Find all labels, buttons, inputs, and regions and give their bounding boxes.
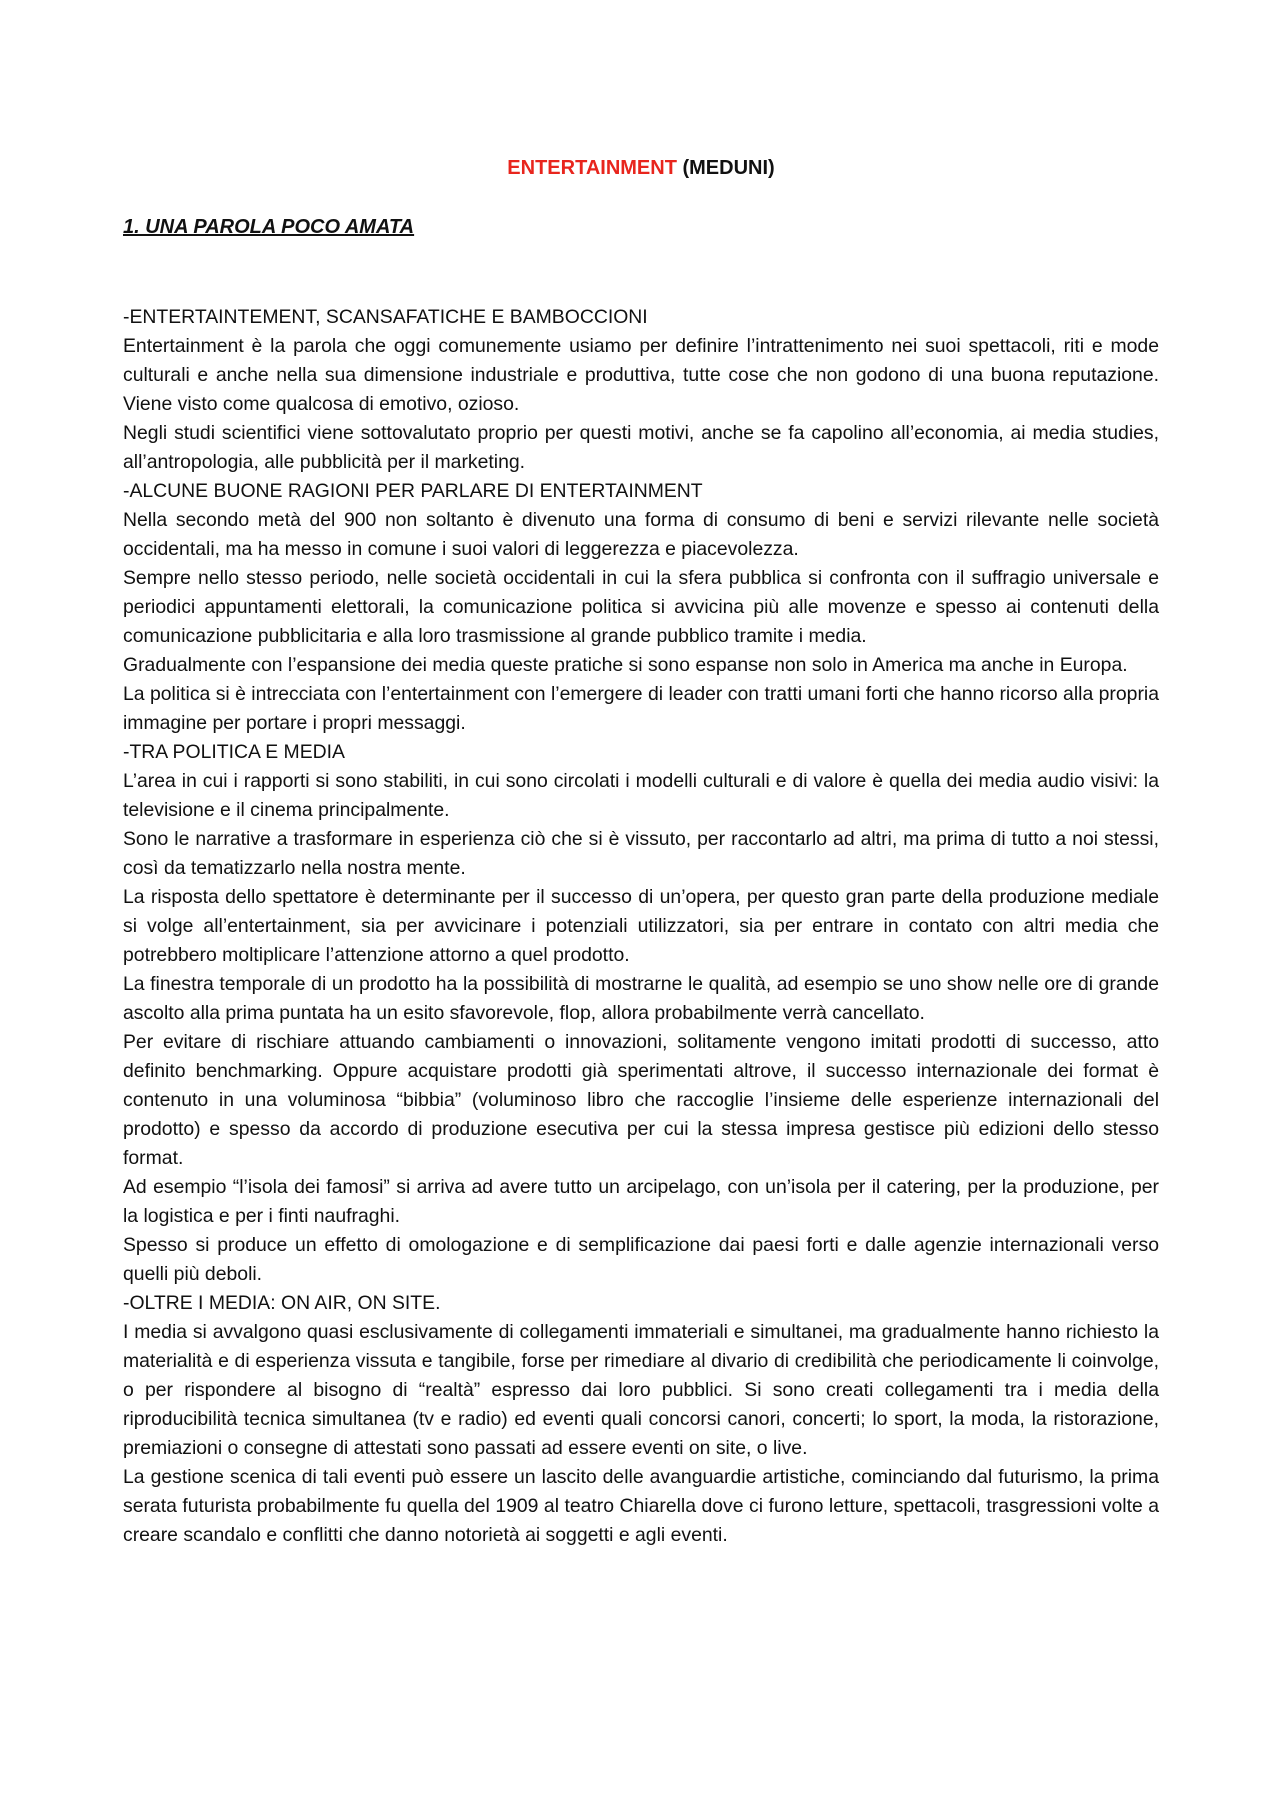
paragraph: L’area in cui i rapporti si sono stabiliti, in cui sono circolati i modelli culturali e di valore è quella dei media audio visivi: la televisione e il cinema principalmente. bbox=[123, 770, 1159, 821]
document-title bbox=[123, 155, 1159, 181]
title-highlight: ENTERTAINMENT bbox=[507, 157, 677, 179]
subheading-buone-ragioni: -ALCUNE BUONE RAGIONI PER PARLARE DI ENTERTAINMENT bbox=[123, 480, 703, 502]
paragraph: La risposta dello spettatore è determinante per il successo di un’opera, per questo gran parte della produzione mediale si volge all’entertainment, sia per avvicinare i potenziali utilizzatori, sia per entrare in contato con altri media che potrebbero moltiplicare l’attenzione attorno a quel prodotto. bbox=[123, 886, 1159, 966]
paragraph: Entertainment è la parola che oggi comunemente usiamo per definire l’intrattenimento nei suoi spettacoli, riti e mode culturali e anche nella sua dimensione industriale e produttiva, tutte cose che non godono di una buona reputazione. Viene visto come qualcosa di emotivo, ozioso. bbox=[123, 335, 1159, 415]
paragraph: Nella secondo metà del 900 non soltanto è divenuto una forma di consumo di beni e servizi rilevante nelle società occidentali, ma ha messo in comune i suoi valori di leggerezza e piacevolezza. bbox=[123, 509, 1159, 560]
paragraph: La gestione scenica di tali eventi può essere un lascito delle avanguardie artistiche, cominciando dal futurismo, la prima serata futurista probabilmente fu quella del 1909 al teatro Chiarella dove ci furono letture, spettacoli, trasgressioni volte a creare scandalo e conflitti che danno notorietà ai soggetti e agli eventi. bbox=[123, 1466, 1159, 1546]
section-heading: 1. UNA PAROLA POCO AMATA bbox=[123, 216, 415, 238]
paragraph: Spesso si produce un effetto di omologazione e di semplificazione dai paesi forti e dalle agenzie internazionali verso quelli più deboli. bbox=[123, 1234, 1159, 1285]
subheading-entertainment-scansafatiche: -ENTERTAINTEMENT, SCANSAFATICHE E BAMBOCCIONI bbox=[123, 306, 648, 328]
paragraph: Sempre nello stesso periodo, nelle società occidentali in cui la sfera pubblica si confronta con il suffragio universale e periodici appuntamenti elettorali, la comunicazione politica si avvicina più alle movenze e spesso ai contenuti della comunicazione pubblicitaria e alla loro trasmissione al grande pubblico tramite i media. bbox=[123, 567, 1159, 647]
paragraph: La finestra temporale di un prodotto ha la possibilità di mostrarne le qualità, ad esempio se uno show nelle ore di grande ascolto alla prima puntata ha un esito sfavorevole, flop, allora probabilmente verrà cancellato. bbox=[123, 973, 1159, 1024]
paragraph: Negli studi scientifici viene sottovalutato proprio per questi motivi, anche se fa capolino all’economia, ai media studies, all’antropologia, alle pubblicità per il marketing. bbox=[123, 422, 1159, 473]
subheading-oltre-media: -OLTRE I MEDIA: ON AIR, ON SITE. bbox=[123, 1292, 441, 1314]
title-rest: (MEDUNI) bbox=[676, 157, 775, 179]
paragraph: Gradualmente con l’espansione dei media queste pratiche si sono espanse non solo in America ma anche in Europa. bbox=[123, 654, 1128, 676]
subheading-politica-media: -TRA POLITICA E MEDIA bbox=[123, 741, 345, 763]
paragraph: La politica si è intrecciata con l’entertainment con l’emergere di leader con tratti umani forti che hanno ricorso alla propria immagine per portare i propri messaggi. bbox=[123, 683, 1159, 734]
paragraph: Per evitare di rischiare attuando cambiamenti o innovazioni, solitamente vengono imitati prodotti di successo, atto definito benchmarking. Oppure acquistare prodotti già sperimentati altrove, il successo internazionale dei format è contenuto in una voluminosa “bibbia” (voluminoso libro che raccoglie l’insieme delle esperienze internazionali del prodotto) e spesso da accordo di produzione esecutiva per cui la stessa impresa gestisce più edizioni dello stesso format. bbox=[123, 1031, 1159, 1169]
paragraph: Sono le narrative a trasformare in esperienza ciò che si è vissuto, per raccontarlo ad altri, ma prima di tutto a noi stessi, così da tematizzarlo nella nostra mente. bbox=[123, 828, 1159, 879]
document-body bbox=[123, 303, 1159, 1550]
paragraph: I media si avvalgono quasi esclusivamente di collegamenti immateriali e simultanei, ma gradualmente hanno richiesto la materialità e di esperienza vissuta e tangibile, forse per rimediare al divario di credibilità che periodicamente li coinvolge, o per rispondere al bisogno di “realtà” espresso dai loro pubblici. Si sono creati collegamenti tra i media della riproducibilità tecnica simultanea (tv e radio) ed eventi quali concorsi canori, concerti; lo sport, la moda, la ristorazione, premiazioni o consegne di attestati sono passati ad essere eventi on site, o live. bbox=[123, 1321, 1159, 1459]
paragraph: Ad esempio “l’isola dei famosi” si arriva ad avere tutto un arcipelago, con un’isola per il catering, per la produzione, per la logistica e per i finti naufraghi. bbox=[123, 1176, 1159, 1227]
